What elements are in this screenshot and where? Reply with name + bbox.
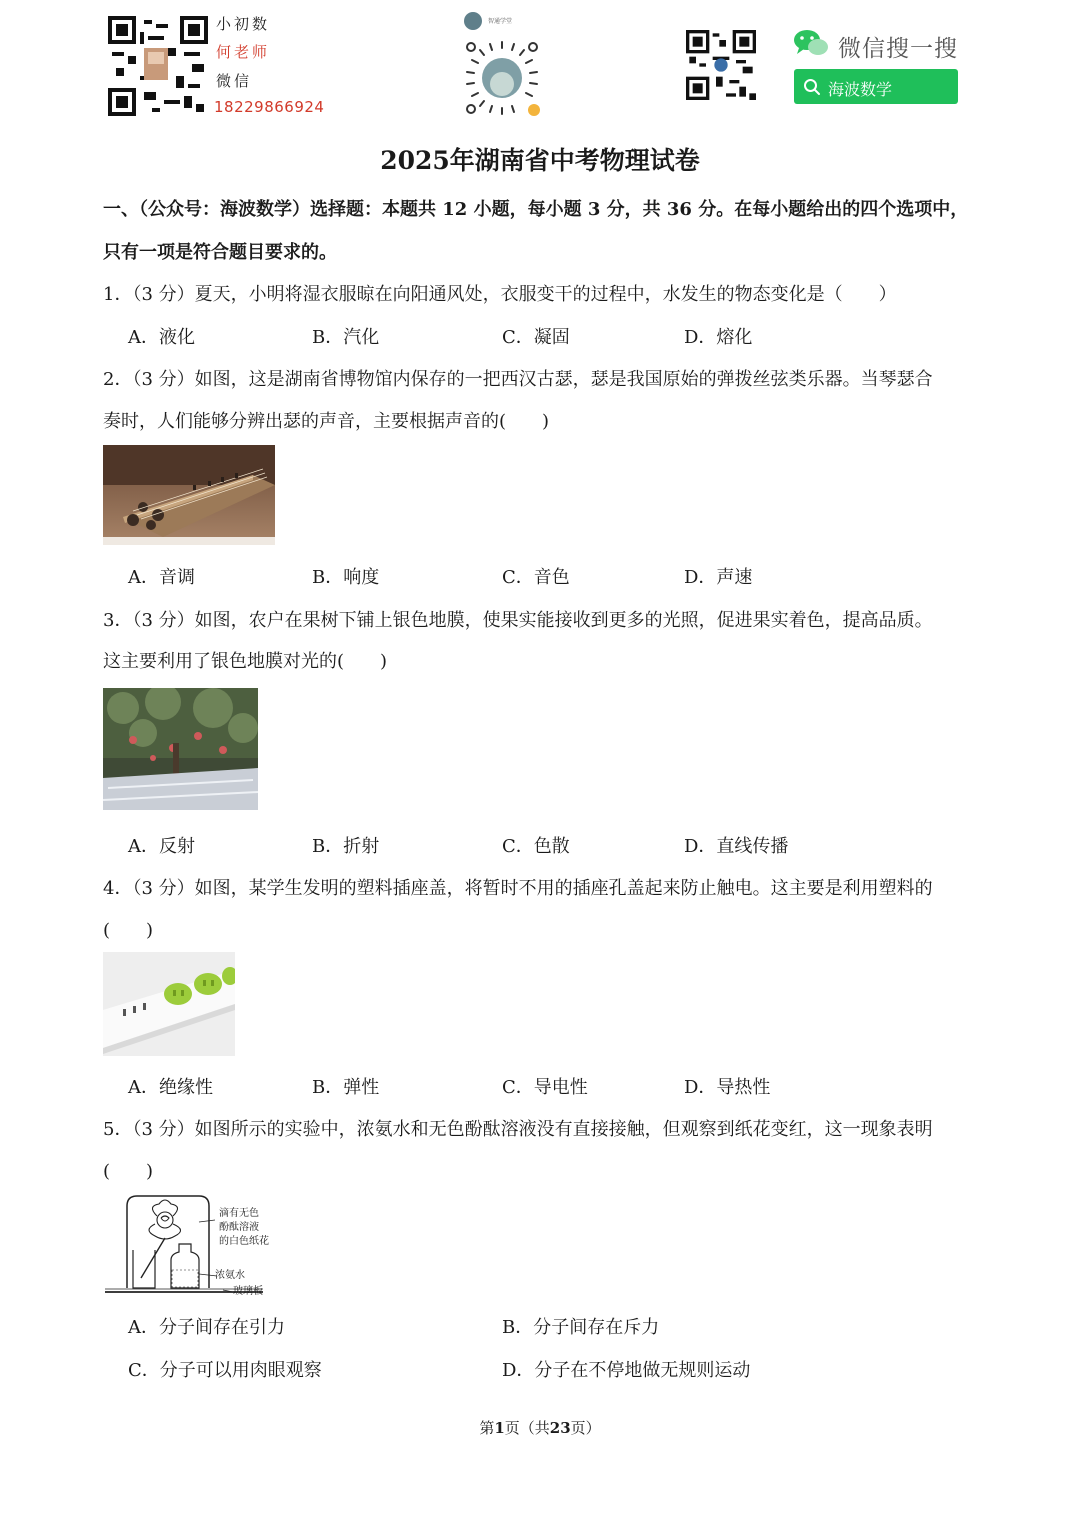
- page-title: 2025年湖南省中考物理试卷: [380, 146, 700, 175]
- wechat-search-title: 微信搜一搜: [838, 36, 958, 62]
- footer-page-number: 1: [494, 1419, 505, 1437]
- section-heading-line-2: 只有一项是符合题目要求的。: [103, 242, 337, 263]
- footer-suffix: 页）: [570, 1419, 601, 1437]
- q2-option-d[interactable]: D．声速: [684, 567, 753, 588]
- q5-option-a[interactable]: A．分子间存在引力: [128, 1317, 285, 1338]
- q3-option-a[interactable]: A．反射: [128, 836, 195, 857]
- diagram-label-flower-2: 酚酞溶液: [219, 1222, 259, 1233]
- question-5-text-line-1: 5．（3 分）如图所示的实验中，浓氨水和无色酚酞溶液没有直接接触，但观察到纸花变红，这一现象表明: [103, 1119, 933, 1140]
- qr-code-icon: [108, 16, 208, 116]
- footer-prefix: 第: [479, 1419, 495, 1437]
- wechat-logo-icon: [793, 28, 829, 58]
- miniprogram-code: [462, 38, 542, 118]
- header-right-qr: [686, 30, 756, 100]
- q4-option-b[interactable]: B．弹性: [312, 1077, 380, 1098]
- header-left-qr: [108, 16, 208, 116]
- question-3-text-line-1: 3．（3 分）如图，农户在果树下铺上银色地膜，使果实能接收到更多的光照，促进果实着色，提高品质。: [103, 610, 933, 631]
- q1-option-b[interactable]: B．汽化: [312, 327, 380, 348]
- footer-total-pages: 23: [549, 1419, 571, 1437]
- q5-option-c[interactable]: C．分子可以用肉眼观察: [128, 1360, 322, 1381]
- q2-option-a[interactable]: A．音调: [128, 567, 195, 588]
- q2-zither-photo: [103, 445, 275, 545]
- contact-line-2: 何老师: [216, 43, 271, 61]
- q1-option-a[interactable]: A．液化: [128, 327, 195, 348]
- question-1-text: 1．（3 分）夏天，小明将湿衣服晾在向阳通风处，衣服变干的过程中，水发生的物态变化是（ ）: [103, 284, 897, 305]
- miniprogram-caption: 智通学堂: [488, 18, 513, 25]
- q1-option-c[interactable]: C．凝固: [502, 327, 570, 348]
- diagram-label-plate: 玻璃板: [233, 1286, 263, 1297]
- miniprogram-code-icon: [462, 38, 542, 118]
- q5-experiment-diagram: [103, 1192, 283, 1300]
- question-2-text-line-1: 2．（3 分）如图，这是湖南省博物馆内保存的一把西汉古瑟，瑟是我国原始的弹拨丝弦类乐器。当琴瑟合: [103, 369, 933, 390]
- question-3-text-line-2: 这主要利用了银色地膜对光的( ): [103, 651, 388, 672]
- q4-option-d[interactable]: D．导热性: [684, 1077, 771, 1098]
- search-icon: [803, 78, 821, 96]
- q2-option-b[interactable]: B．响度: [312, 567, 380, 588]
- q1-option-d[interactable]: D．熔化: [684, 327, 753, 348]
- q3-option-c[interactable]: C．色散: [502, 836, 570, 857]
- contact-line-3: 微信: [216, 72, 253, 90]
- q3-orchard-photo: [103, 688, 258, 810]
- q3-option-b[interactable]: B．折射: [312, 836, 380, 857]
- wechat-search-button[interactable]: [794, 69, 958, 104]
- q4-option-c[interactable]: C．导电性: [502, 1077, 588, 1098]
- footer-middle: 页（共: [504, 1419, 550, 1437]
- question-4-text-line-1: 4．（3 分）如图，某学生发明的塑料插座盖，将暂时不用的插座孔盖起来防止触电。这主要是利用塑料的: [103, 878, 933, 899]
- q2-option-c[interactable]: C．音色: [502, 567, 570, 588]
- page-footer: [0, 1417, 1080, 1438]
- diagram-label-flower-1: 滴有无色: [219, 1208, 259, 1219]
- q5-option-d[interactable]: D．分子在不停地做无规则运动: [502, 1360, 751, 1381]
- question-2-text-line-2: 奏时，人们能够分辨出瑟的声音，主要根据声音的( ): [103, 411, 550, 432]
- qr-code-icon: [686, 30, 756, 100]
- q4-socket-photo: [103, 952, 235, 1056]
- diagram-label-ammonia: 浓氨水: [215, 1270, 245, 1281]
- q3-option-d[interactable]: D．直线传播: [684, 836, 789, 857]
- miniprogram-avatar: [464, 12, 482, 30]
- question-5-text-line-2: ( ): [103, 1161, 154, 1182]
- contact-phone: 18229866924: [214, 98, 325, 116]
- q4-option-a[interactable]: A．绝缘性: [128, 1077, 213, 1098]
- section-heading-line-1: 一、（公众号：海波数学）选择题：本题共 12 小题，每小题 3 分，共 36 分。在每小题给出的四个选项中，: [103, 199, 969, 220]
- diagram-label-flower-3: 的白色纸花: [219, 1236, 269, 1247]
- wechat-search-label: 海波数学: [828, 80, 893, 99]
- q5-option-b[interactable]: B．分子间存在斥力: [502, 1317, 660, 1338]
- contact-line-1: 小初数: [216, 15, 271, 33]
- question-4-text-line-2: ( ): [103, 920, 154, 941]
